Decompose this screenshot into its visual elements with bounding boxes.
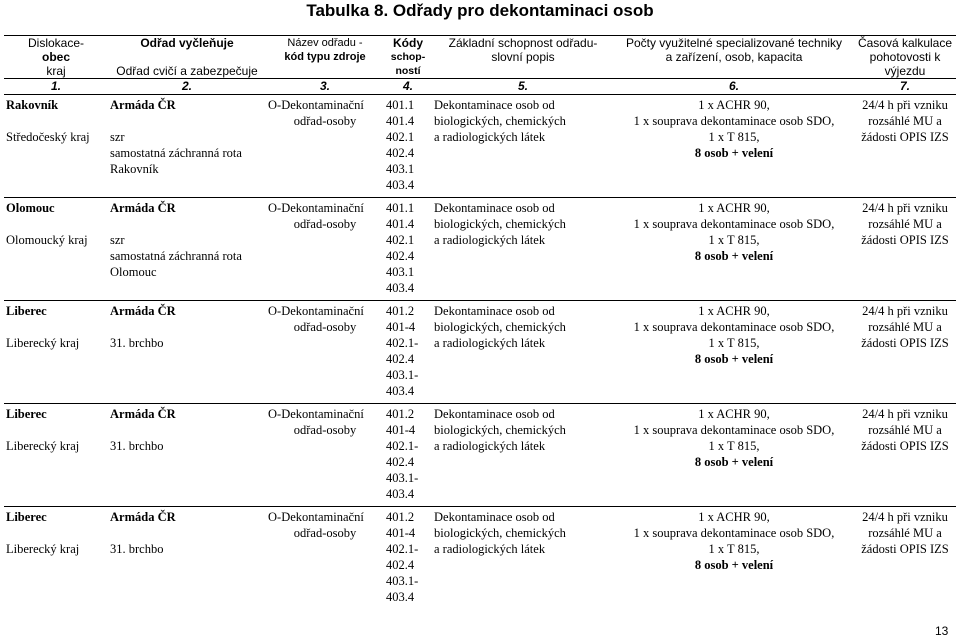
table-title: Tabulka 8. Odřady pro dekontaminaci osob [306,1,654,20]
page-number: 13 [935,624,949,638]
codes-cell: 401.2 401-4 402.1- 402.4 403.1- 403.4 [384,507,432,610]
location-cell: Rakovník Středočeský kraj [6,98,90,144]
unit-name-cell: O-Dekontaminační odřad-osoby [266,507,384,610]
capability-cell: Dekontaminace osob od biologických, chemických a radiologických látek [432,301,614,404]
codes-cell: 401.2 401-4 402.1- 402.4 403.1- 403.4 [384,404,432,507]
codes-cell: 401.2 401-4 402.1- 402.4 403.1- 403.4 [384,301,432,404]
provider-cell: Armáda ČR 31. brchbo [108,507,266,610]
header-capability: Základní schopnost odřadu- slovní popis [432,36,614,79]
codes-cell: 401.1 401.4 402.1 402.4 403.1 403.4 [384,198,432,301]
header-unit-name: Název odřadu - kód typu zdroje [266,36,384,79]
provider-cell: Armáda ČR 31. brchbo [108,404,266,507]
header-row [4,36,956,79]
decontamination-table [4,35,956,609]
unit-name-cell: O-Dekontaminační odřad-osoby [266,198,384,301]
unit-name-cell: O-Dekontaminační odřad-osoby [266,404,384,507]
table-row [4,507,956,610]
table-row [4,198,956,301]
table-row [4,404,956,507]
equipment-cell: 1 x ACHR 90, 1 x souprava dekontaminace osob SDO, 1 x T 815, 8 osob + velení [614,198,854,301]
equipment-cell: 1 x ACHR 90, 1 x souprava dekontaminace osob SDO, 1 x T 815, 8 osob + velení [633,98,835,160]
readiness-cell: 24/4 h při vzniku rozsáhlé MU a žádosti OPIS IZS [854,198,956,301]
table-row [4,95,956,198]
provider-cell: Armáda ČR szr samostatná záchranná rota Rakovník [110,98,242,176]
capability-cell: Dekontaminace osob od biologických, chemických a radiologických látek [434,98,566,144]
capability-cell: Dekontaminace osob od biologických, chemických a radiologických látek [432,507,614,610]
location-cell: Olomouc Olomoucký kraj [4,198,108,301]
header-location: Dislokace- obec kraj [4,36,108,79]
provider-cell: Armáda ČR 31. brchbo [108,301,266,404]
capability-cell: Dekontaminace osob od biologických, chemických a radiologických látek [432,404,614,507]
equipment-cell: 1 x ACHR 90, 1 x souprava dekontaminace osob SDO, 1 x T 815, 8 osob + velení [614,507,854,610]
readiness-cell: 24/4 h při vzniku rozsáhlé MU a žádosti OPIS IZS [854,301,956,404]
capability-cell: Dekontaminace osob od biologických, chemických a radiologických látek [432,198,614,301]
provider-cell: Armáda ČR szr samostatná záchranná rota Olomouc [108,198,266,301]
header-equipment: Počty využitelné specializované techniky a zařízení, osob, kapacita [614,36,854,79]
readiness-cell: 24/4 h při vzniku rozsáhlé MU a žádosti OPIS IZS [854,507,956,610]
location-cell: Liberec Liberecký kraj [4,301,108,404]
location-cell: Liberec Liberecký kraj [4,404,108,507]
table-row [4,301,956,404]
equipment-cell: 1 x ACHR 90, 1 x souprava dekontaminace osob SDO, 1 x T 815, 8 osob + velení [614,301,854,404]
readiness-cell: 24/4 h při vzniku rozsáhlé MU a žádosti OPIS IZS [854,404,956,507]
header-readiness: Časová kalkulace pohotovosti k výjezdu [854,36,956,79]
column-number-row: 1. 2. 3. 4. 5. 6. 7. [4,79,956,95]
codes-cell: 401.1 401.4 402.1 402.4 403.1 403.4 [386,98,415,192]
unit-name-cell: O-Dekontaminační odřad-osoby [268,98,364,128]
equipment-cell: 1 x ACHR 90, 1 x souprava dekontaminace osob SDO, 1 x T 815, 8 osob + velení [614,404,854,507]
location-cell: Liberec Liberecký kraj [4,507,108,610]
header-codes: Kódy schop- ností [384,36,432,79]
header-unit-provider: Odřad vyčleňuje Odřad cvičí a zabezpečuje [108,36,266,79]
readiness-cell: 24/4 h při vzniku rozsáhlé MU a žádosti OPIS IZS [861,98,949,144]
unit-name-cell: O-Dekontaminační odřad-osoby [266,301,384,404]
